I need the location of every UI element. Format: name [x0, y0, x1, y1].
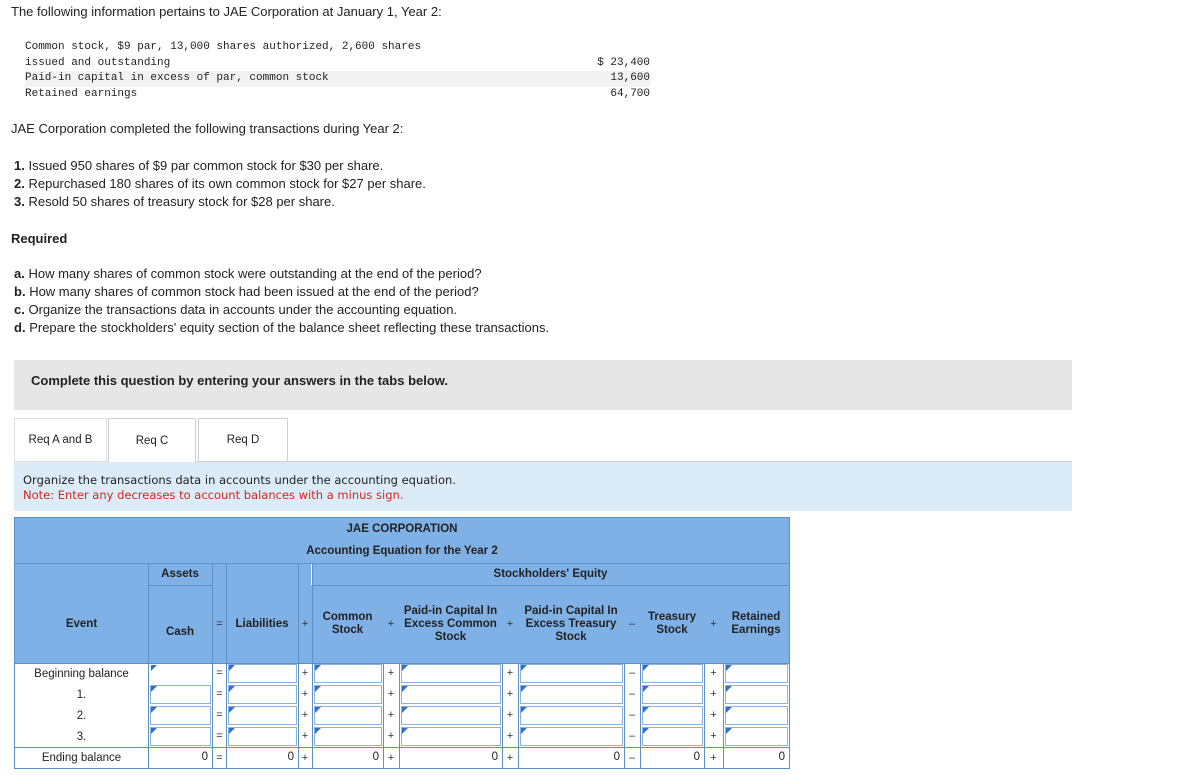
- pic-common-input-beginning[interactable]: [401, 664, 501, 683]
- plus-op: +: [506, 667, 514, 679]
- row-label-2: 2.: [76, 709, 87, 722]
- complete-prompt-box: [14, 360, 1072, 410]
- liabilities-header: Liabilities: [226, 585, 298, 663]
- intro-text: The following information pertains to JAE Corporation at January 1, Year 2:: [11, 4, 442, 19]
- equals-op: =: [216, 751, 223, 764]
- divider: [312, 564, 313, 768]
- divider: [518, 663, 519, 768]
- divider: [226, 564, 227, 768]
- divider: [148, 585, 212, 586]
- retained-input-1[interactable]: [725, 685, 788, 704]
- cash-input-beginning: [150, 664, 211, 683]
- pic-treasury-ending-total: 0: [613, 751, 620, 763]
- liabilities-input-beginning[interactable]: [228, 664, 297, 683]
- table-company-title: JAE CORPORATION: [15, 518, 789, 540]
- item-number: 2.: [14, 176, 25, 191]
- requirements-list: [14, 265, 549, 337]
- equals-op: =: [216, 730, 223, 742]
- cash-input-1[interactable]: [150, 685, 211, 704]
- common-input-1[interactable]: [314, 685, 382, 704]
- plus-op: +: [387, 730, 395, 742]
- plus-op: +: [387, 709, 395, 721]
- assets-header: Assets: [148, 564, 212, 585]
- equals-op: =: [216, 709, 223, 721]
- treasury-stock-header: Treasury Stock: [640, 585, 704, 663]
- item-text: Prepare the stockholders' equity section of the balance sheet reflecting these transactions.: [29, 320, 550, 335]
- transactions-intro: JAE Corporation completed the following transactions during Year 2:: [11, 121, 404, 136]
- tab-req-c[interactable]: Req C: [108, 418, 196, 463]
- plus-op: +: [301, 709, 309, 721]
- pic-common-input-2[interactable]: [401, 706, 501, 725]
- blank-header: [15, 564, 148, 585]
- item-number: 1.: [14, 158, 25, 173]
- event-header: Event: [15, 585, 148, 663]
- plus-op: +: [387, 688, 395, 700]
- minus-op: –: [624, 585, 640, 663]
- item-text: How many shares of common stock had been issued at the end of the period?: [29, 284, 479, 299]
- cash-input-3[interactable]: [150, 727, 211, 746]
- pic-treasury-input-2[interactable]: [520, 706, 623, 725]
- instruction-box: [14, 462, 1072, 511]
- plus-op: +: [301, 751, 309, 764]
- required-heading: Required: [11, 231, 68, 246]
- minus-op: –: [628, 751, 636, 764]
- plus-op: +: [710, 667, 717, 679]
- blank-header: [213, 564, 311, 585]
- plus-op: +: [710, 730, 717, 742]
- liabilities-input-1[interactable]: [228, 685, 297, 704]
- plus-op: +: [383, 585, 399, 663]
- plus-op: +: [704, 585, 723, 663]
- opening-balances: [25, 40, 650, 102]
- minus-op: –: [628, 730, 636, 742]
- tab-req-d[interactable]: Req D: [198, 418, 288, 462]
- tab-req-a-and-b[interactable]: Req A and B: [14, 418, 107, 462]
- item-text: Resold 50 shares of treasury stock for $28 per share.: [28, 194, 335, 209]
- row-label-beginning: Beginning balance: [34, 667, 129, 680]
- treasury-input-beginning[interactable]: [642, 664, 703, 683]
- divider: [723, 663, 724, 768]
- plus-op: +: [298, 585, 312, 663]
- transactions-list: [14, 157, 426, 211]
- balance-label: issued and outstanding: [25, 56, 171, 69]
- minus-op: –: [628, 709, 636, 721]
- balance-value: 13,600: [610, 72, 650, 84]
- treasury-input-3[interactable]: [642, 727, 703, 746]
- list-item: [14, 301, 549, 319]
- instruction-text: Organize the transactions data in accounts under the accounting equation.: [23, 473, 456, 487]
- accounting-equation-table: [14, 517, 790, 769]
- balance-row: [25, 40, 650, 56]
- liabilities-input-3[interactable]: [228, 727, 297, 746]
- pic-treasury-input-3[interactable]: [520, 727, 623, 746]
- instruction-note: Note: Enter any decreases to account balances with a minus sign.: [23, 488, 404, 502]
- row-label-3: 3.: [76, 730, 87, 743]
- retained-input-beginning[interactable]: [725, 664, 788, 683]
- balance-label: Common stock, $9 par, 13,000 shares authorized, 2,600 shares: [25, 41, 422, 53]
- balance-value: 64,700: [610, 87, 650, 100]
- pic-treasury-input-beginning[interactable]: [520, 664, 623, 683]
- pic-common-input-1[interactable]: [401, 685, 501, 704]
- row-label-1: 1.: [76, 688, 87, 701]
- plus-op: +: [710, 688, 717, 700]
- equals-op: =: [216, 667, 223, 679]
- list-item: [14, 319, 549, 337]
- common-ending-total: 0: [372, 751, 379, 763]
- retained-input-3[interactable]: [725, 727, 788, 746]
- list-item: [14, 265, 549, 283]
- list-item: [14, 193, 426, 211]
- pic-treasury-header: Paid-in Capital In Excess Treasury Stock: [518, 585, 624, 663]
- item-number: c.: [14, 302, 25, 317]
- balance-value: $ 23,400: [597, 56, 650, 69]
- minus-op: –: [628, 688, 636, 700]
- plus-op: +: [387, 667, 395, 679]
- complete-prompt: Complete this question by entering your answers in the tabs below.: [31, 373, 449, 388]
- pic-treasury-input-1[interactable]: [520, 685, 623, 704]
- plus-op: +: [301, 667, 309, 679]
- item-text: Repurchased 180 shares of its own common stock for $27 per share.: [28, 176, 426, 191]
- plus-op: +: [710, 709, 717, 721]
- treasury-ending-total: 0: [693, 751, 700, 763]
- row-label-ending: Ending balance: [41, 752, 122, 764]
- common-input-beginning[interactable]: [314, 664, 382, 683]
- retained-input-2[interactable]: [725, 706, 788, 725]
- common-input-2[interactable]: [314, 706, 382, 725]
- divider: [148, 564, 149, 768]
- list-item: [14, 283, 549, 301]
- equals-op: =: [213, 585, 226, 663]
- item-number: 3.: [14, 194, 25, 209]
- equity-header: Stockholders' Equity: [312, 564, 789, 585]
- balance-row: [25, 71, 650, 87]
- liabilities-input-2[interactable]: [228, 706, 297, 725]
- retained-ending-total: 0: [778, 751, 785, 763]
- divider: [312, 585, 789, 586]
- item-text: How many shares of common stock were outstanding at the end of the period?: [28, 266, 482, 281]
- plus-op: +: [506, 751, 514, 764]
- equals-op: =: [216, 688, 223, 700]
- item-number: d.: [14, 320, 26, 335]
- plus-op: +: [506, 709, 514, 721]
- plus-op: +: [301, 730, 309, 742]
- table-subtitle: Accounting Equation for the Year 2: [15, 540, 789, 563]
- plus-op: +: [387, 751, 395, 764]
- balance-label: Retained earnings: [25, 87, 138, 100]
- cash-input-2[interactable]: [150, 706, 211, 725]
- balance-label: Paid-in capital in excess of par, common stock: [25, 72, 329, 84]
- divider: [399, 663, 400, 768]
- pic-common-input-3[interactable]: [401, 727, 501, 746]
- plus-op: +: [301, 688, 309, 700]
- pic-common-ending-total: 0: [491, 751, 498, 763]
- treasury-input-1[interactable]: [642, 685, 703, 704]
- item-text: Organize the transactions data in accounts under the accounting equation.: [28, 302, 458, 317]
- pic-common-header: Paid-in Capital In Excess Common Stock: [399, 585, 502, 663]
- list-item: [14, 157, 426, 175]
- treasury-input-2[interactable]: [642, 706, 703, 725]
- retained-earnings-header: Retained Earnings: [723, 585, 789, 663]
- plus-op: +: [710, 751, 717, 764]
- plus-op: +: [506, 730, 514, 742]
- cash-ending-total: 0: [201, 751, 208, 763]
- minus-op: –: [628, 667, 636, 679]
- balance-row: [25, 56, 650, 72]
- plus-op: +: [506, 688, 514, 700]
- item-number: a.: [14, 266, 25, 281]
- liabilities-ending-total: 0: [287, 751, 294, 763]
- common-stock-header: Common Stock: [312, 585, 383, 663]
- item-text: Issued 950 shares of $9 par common stock for $30 per share.: [28, 158, 384, 173]
- plus-op: +: [502, 585, 518, 663]
- balance-row: [25, 87, 650, 103]
- list-item: [14, 175, 426, 193]
- cash-header: Cash: [148, 585, 212, 663]
- common-input-3[interactable]: [314, 727, 382, 746]
- item-number: b.: [14, 284, 26, 299]
- divider: [640, 663, 641, 768]
